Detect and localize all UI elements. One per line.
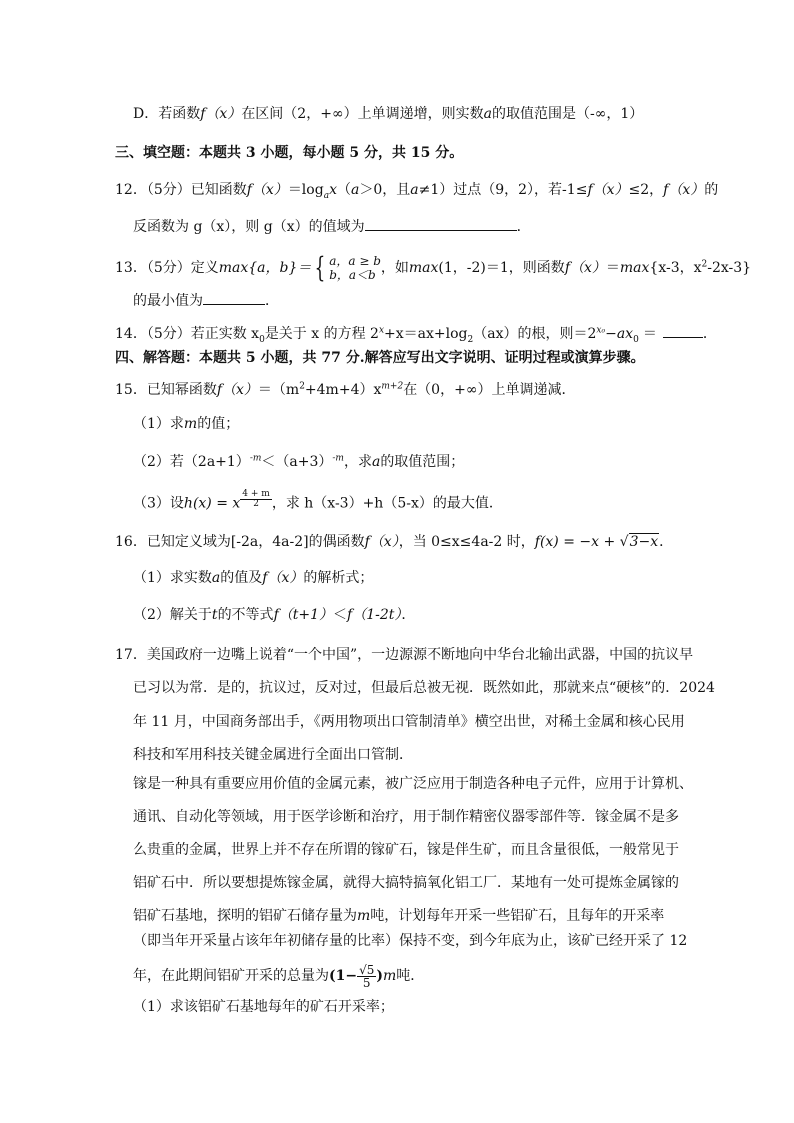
q17-line-11 [0, 962, 794, 990]
math-hx: h(x) = x [183, 495, 241, 512]
math-x: x [329, 182, 337, 198]
math-fraction-exponent [240, 490, 272, 509]
q13-text-7: 的最小值为 [133, 293, 203, 309]
q15-p1-text-2: 的值； [197, 416, 240, 432]
q13-text-5: {x-3，x [649, 260, 702, 276]
math-eq-sign: ＝ [642, 326, 657, 342]
option-d-text-3: 的取值范围是（-∞，1） [491, 106, 644, 122]
math-cases [329, 254, 381, 282]
math-sup-2: 2 [299, 381, 305, 392]
q16-part-1 [0, 568, 794, 588]
q15-p2-text-2: ＜（a+3） [261, 454, 333, 470]
math-period: ． [659, 534, 674, 550]
math-sqrt-arg: 3−x [629, 534, 659, 550]
q12-text-6: ≤2， [628, 182, 664, 198]
q13-text: 13．（5分）定义 [115, 260, 219, 276]
q13-text-6: -2x-3} [707, 260, 752, 276]
math-case-2: b，a＜b [329, 268, 376, 282]
q17-l9-text-2: 吨，计划每年开采一些铝矿石，且每年的开采率 [370, 908, 665, 924]
fraction-numerator: 4 + m [242, 489, 270, 499]
math-m: m [383, 968, 397, 984]
math-f-12t: f（1-2t） [347, 607, 402, 623]
q13-period: ． [265, 293, 279, 309]
math-sub-2: 2 [467, 334, 474, 345]
q15-p2-text: （2）若（2a+1） [133, 454, 250, 470]
math-fx: f（x） [200, 106, 242, 122]
q12-text-7: 的 [704, 182, 719, 198]
math-max: max [619, 260, 650, 276]
q15-text: 15．已知幂函数 [115, 382, 217, 398]
q16-p2-text-3: ＜ [333, 607, 348, 623]
section-3-heading: 三、填空题：本题共 3 小题，每小题 5 分，共 15 分。 [115, 145, 464, 161]
q17-line-9 [0, 906, 794, 926]
math-fx: f（x） [246, 182, 288, 198]
math-fx: f（x） [216, 382, 258, 398]
q16-text: 16．已知定义域为[-2a，4a-2]的偶函数 [115, 534, 365, 550]
math-sup-2: 2 [701, 259, 708, 270]
math-sup-neg-m: -m [332, 453, 344, 464]
q14-period: ． [702, 326, 717, 342]
fraction-denominator: 5 [362, 975, 371, 990]
math-m: m [183, 416, 198, 432]
option-d-text-2: 在区间（2，+∞）上单调递增，则实数 [241, 106, 484, 122]
q17-l11-text-2: 吨． [396, 968, 425, 984]
q15-text-2: ＝（m [257, 382, 300, 398]
question-15 [0, 380, 794, 400]
q14-text-2: 是关于 x 的方程 2 [264, 326, 379, 342]
fraction-numerator: √5 [359, 962, 375, 977]
q15-text-4: 在（0，+∞）上单调递减． [403, 382, 576, 398]
q13-text-2: ，如 [380, 260, 409, 276]
q17-line-4: 科技和军用科技关键金属进行全面出口管制． [133, 747, 413, 763]
q17-l11-text: 年，在此期间铝矿开采的总量为 [133, 968, 329, 984]
math-expr-sup: x₀ [596, 325, 606, 336]
math-case-1: a，a ≥ b [329, 254, 381, 268]
q14-text-5: ＝ [573, 326, 588, 342]
q12-period: ． [516, 219, 531, 235]
q15-p3-text-2: ，求 h（x-3）+h（5-x）的最大值． [271, 495, 503, 512]
question-13 [0, 251, 794, 284]
q17-line-5: 镓是一种具有重要应用价值的金属元素，被广泛应用于制造各种电子元件，应用于计算机、 [133, 776, 693, 792]
option-d-text: D．若函数 [133, 106, 201, 122]
math-max: max [408, 260, 439, 276]
math-expr-ax: −ax [605, 326, 634, 342]
q17-line-6: 通讯、自动化等领域，用于医学诊断和治疗，用于制作精密仪器零部件等．镓金属不是多 [133, 809, 679, 825]
question-16 [0, 532, 794, 552]
q13-text-4: ＝ [605, 260, 620, 276]
math-sup-neg-m: -m [249, 453, 262, 464]
question-12-line-2 [0, 216, 794, 237]
math-expr-base: 2 [587, 326, 597, 342]
q16-p2-text-2: 的不等式 [217, 607, 274, 623]
math-f-t1: f（t+1） [273, 607, 334, 623]
math-max-def: max{a，b}＝ [218, 260, 312, 276]
q17-line-8: 铝矿石中．所以要想提炼镓金属，就得大搞特搞氧化铝工厂．某地有一处可提炼金属镓的 [133, 875, 679, 891]
q12-text-4: ＞0，且 [359, 182, 411, 198]
math-a-sub: a [323, 190, 330, 201]
math-a: a [483, 106, 492, 122]
q12-text-2: ＝log [287, 182, 324, 198]
math-fx: f（x） [262, 570, 304, 586]
q17-line-2: 已习以为常．是的，抗议过，反对过，但最后总被无视．既然如此，那就来点“硬核”的．2024 [133, 680, 715, 696]
q16-p1-text: （1）求实数 [133, 570, 212, 586]
question-13-line-2 [0, 290, 794, 311]
q14-text-4: （ax）的根，则 [473, 326, 574, 342]
q17-line-7: 么贵重的金属，世界上并不存在所谓的镓矿石，镓是伴生矿，而且含量很低，一般常见于 [133, 842, 679, 858]
sqrt-glyph: √ [619, 534, 629, 550]
q15-p2-text-4: 的取值范围； [380, 454, 465, 470]
answer-blank-12[interactable] [365, 216, 517, 231]
math-sup-m2: m+2 [381, 381, 404, 392]
q12-text-3: （ [336, 182, 351, 198]
math-a: a [371, 454, 381, 470]
q16-p1-text-3: 的解析式； [303, 570, 374, 586]
question-12 [0, 180, 794, 200]
q17-line-10: （即当年开采量占该年年初储存量的比率）保持不变，到今年底为止，该矿已经开采了 12 [133, 933, 688, 949]
q16-p2-text-4: ． [401, 607, 416, 623]
math-fx: f（x） [663, 182, 705, 198]
q12-text: 12．（5分）已知函数 [115, 182, 247, 198]
option-d [0, 104, 794, 124]
fraction-denominator: 2 [253, 499, 259, 509]
q17-part-1: （1）求该铝矿石基地每年的矿石开采率； [133, 999, 394, 1015]
math-fx: f（x） [364, 534, 399, 550]
q12-text-5: ≠1）过点（9，2），若-1≤ [418, 182, 588, 198]
math-a: a [350, 182, 360, 198]
answer-blank-14[interactable] [663, 323, 703, 338]
math-f-def: f(x) = −x + [534, 534, 620, 550]
q14-text: 14．（5分）若正实数 x [115, 326, 260, 342]
math-sub-0: 0 [259, 334, 265, 345]
q15-p1-text: （1）求 [133, 416, 184, 432]
math-fx: f（x） [587, 182, 629, 198]
brace-glyph: { [314, 251, 326, 284]
q17-l9-text: 铝矿石基地，探明的铝矿石储存量为 [133, 908, 357, 924]
q15-part-1 [0, 414, 794, 434]
q15-part-2 [0, 452, 794, 472]
math-t: t [211, 607, 218, 623]
math-a: a [211, 570, 221, 586]
q13-text-3: (1，-2)＝1，则函数 [438, 260, 565, 276]
q17-line-1: 17．美国政府一边嘴上说着“一个中国”，一边源源不断地向中华台北输出武器，中国的抗议早 [115, 647, 694, 663]
math-m: m [357, 908, 371, 924]
q15-p2-text-3: ，求 [343, 454, 372, 470]
q15-part-3 [0, 490, 794, 517]
question-14 [0, 323, 794, 344]
q16-p2-text: （2）解关于 [133, 607, 212, 623]
math-a: a [410, 182, 419, 198]
q15-text-3: +4m+4）x [304, 382, 382, 398]
q16-p1-text-2: 的值及 [220, 570, 263, 586]
q14-text-3: +x＝ax+log [384, 326, 468, 342]
q17-line-3: 年 11 月，中国商务部出手，《两用物项出口管制清单》横空出世，对稀土金属和核心民用 [133, 714, 685, 730]
math-expr-sub: 0 [633, 334, 639, 345]
section-4-heading: 四、解答题：本题共 5 小题，共 77 分.解答应写出文字说明、证明过程或演算步骤。 [115, 350, 645, 366]
math-total-open: (1− [329, 968, 358, 984]
math-fx: f（x） [564, 260, 606, 276]
answer-blank-13[interactable] [203, 290, 265, 305]
math-total-close: ) [376, 968, 384, 984]
math-sup-x: x [378, 325, 385, 336]
q16-text-2: ，当 0≤x≤4a-2 时， [398, 534, 535, 550]
q12-text-8: 反函数为 g（x），则 g（x）的值域为 [133, 219, 365, 235]
q16-part-2 [0, 605, 794, 625]
q15-p3-text: （3）设 [133, 495, 184, 512]
math-total-fraction [357, 964, 376, 989]
